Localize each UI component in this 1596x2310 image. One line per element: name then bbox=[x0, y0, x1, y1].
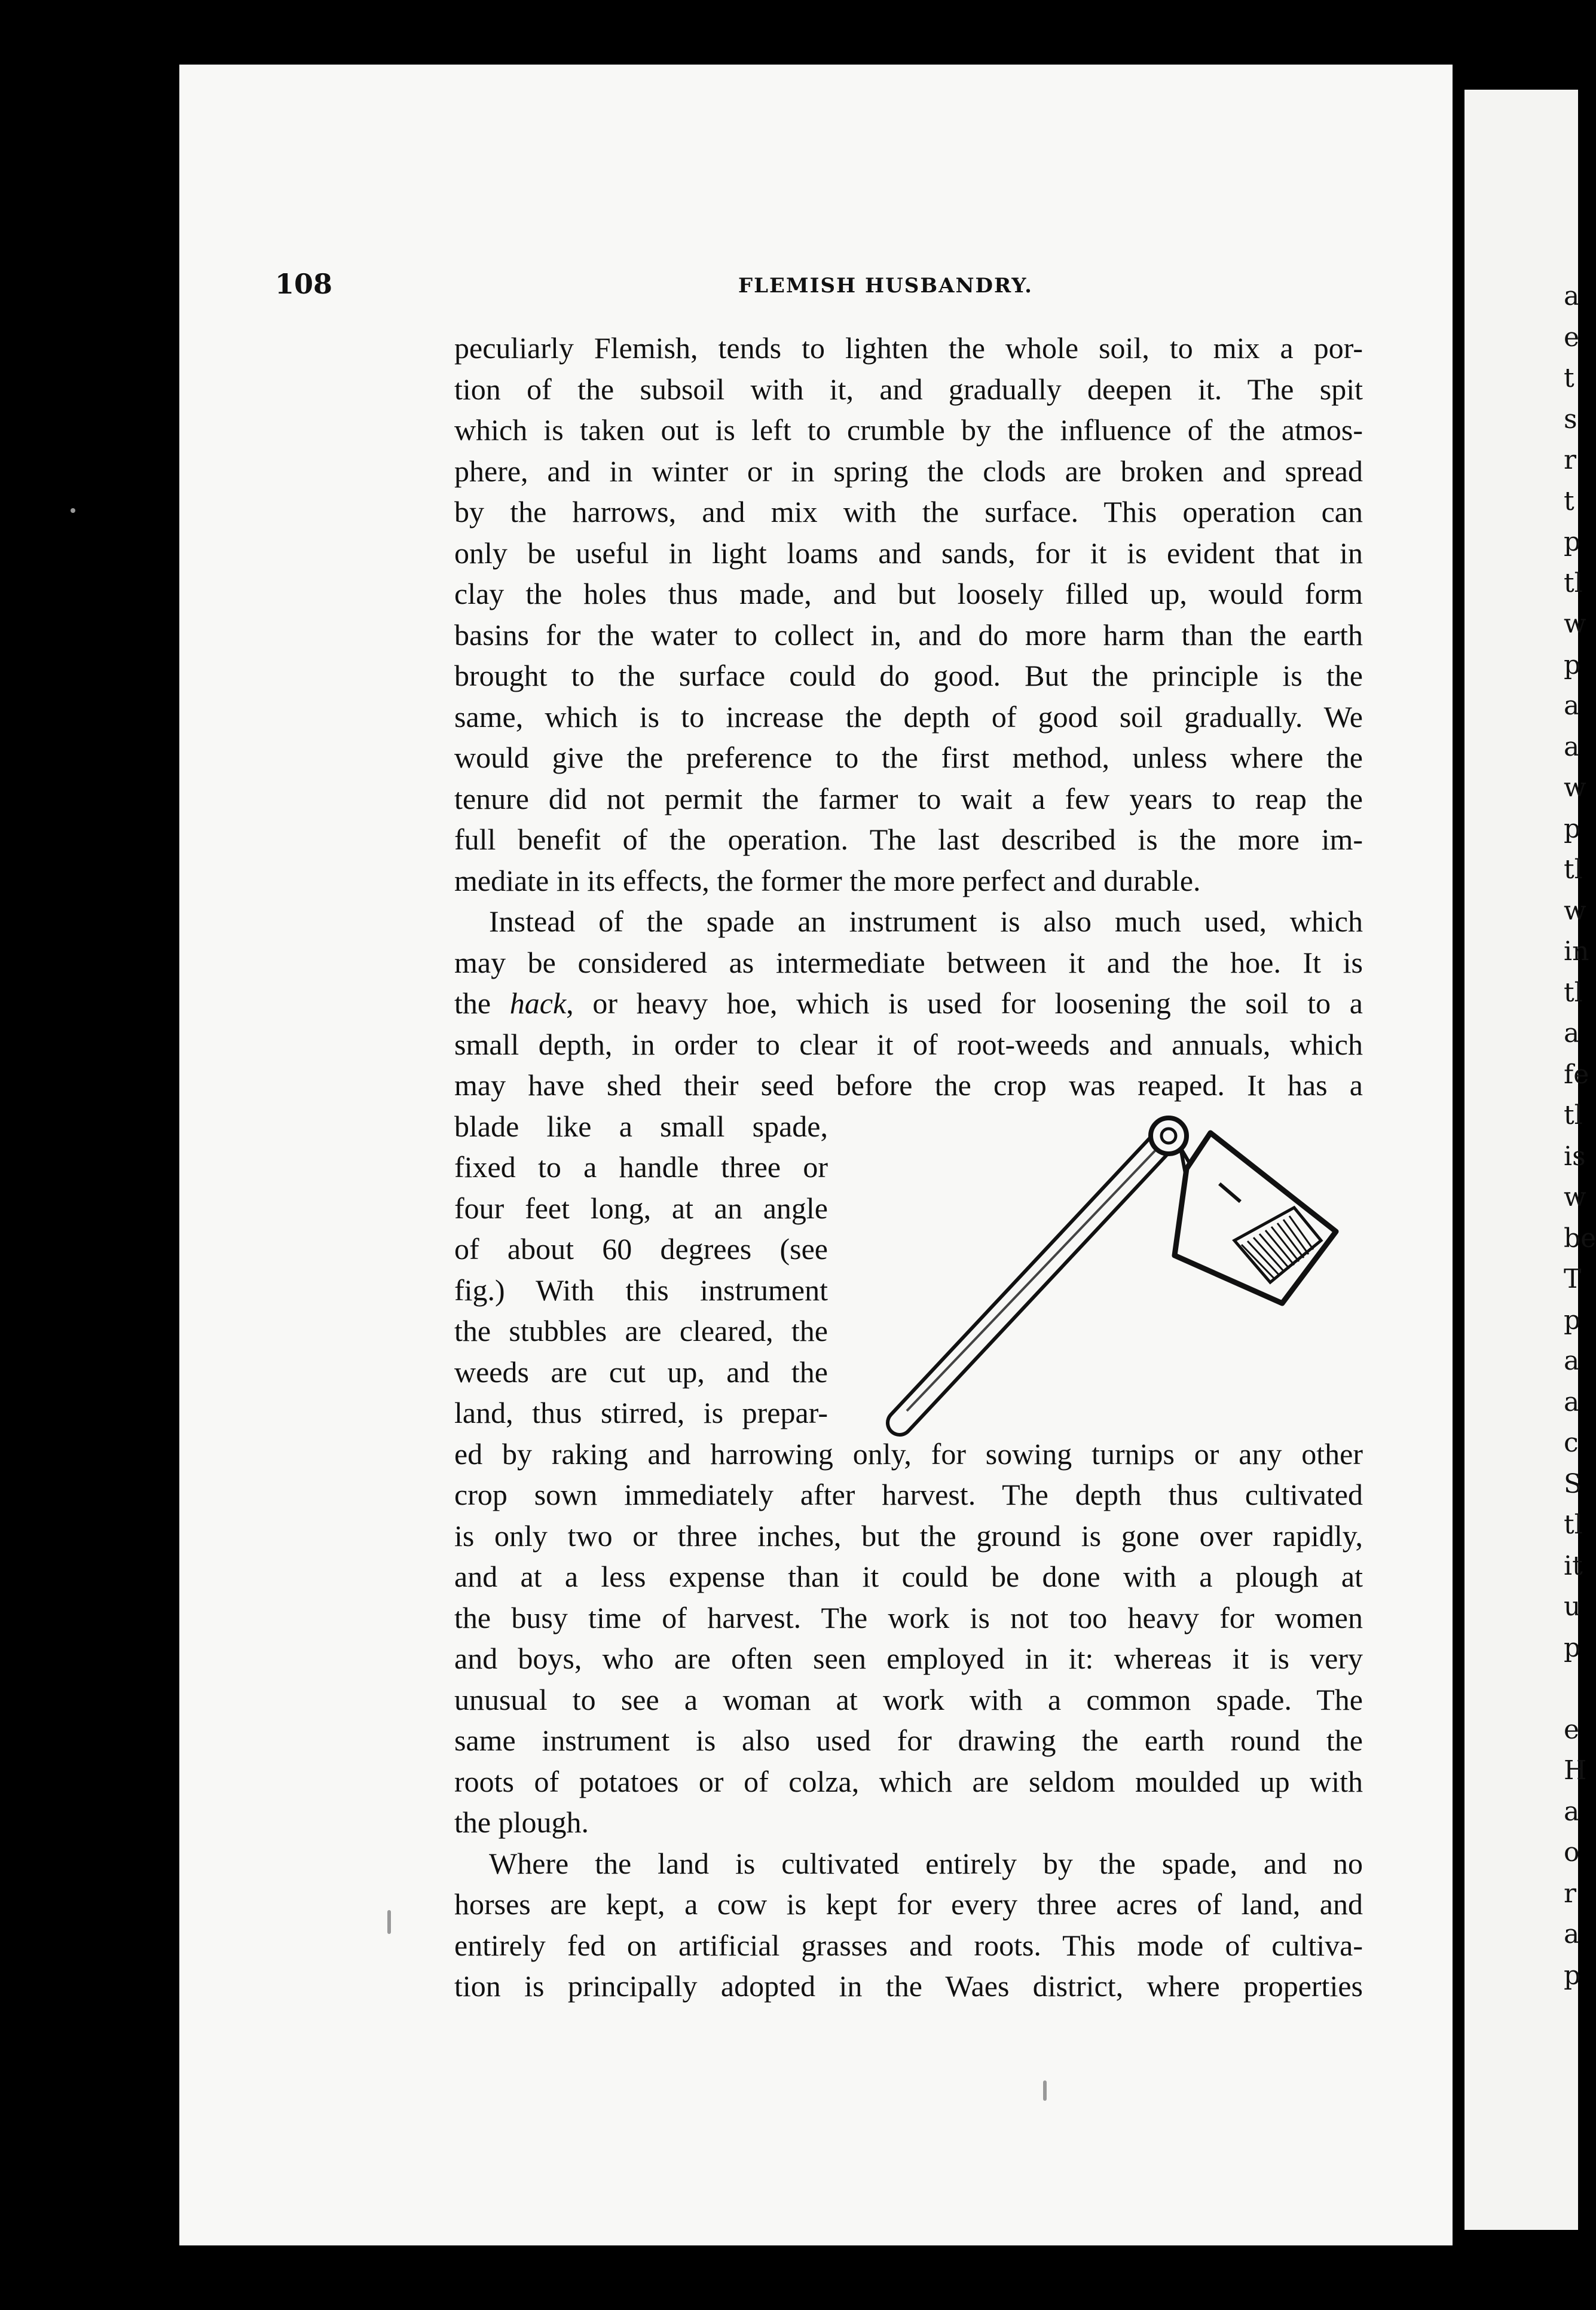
text-line: is only two or three inches, but the ground is gone over rapidly, bbox=[454, 1518, 1363, 1553]
text-line-short: weeds are cut up, and the bbox=[454, 1355, 828, 1389]
text-line: only be useful in light loams and sands, for it is evident that in bbox=[454, 536, 1363, 570]
facing-page-fragment: r bbox=[1564, 445, 1577, 475]
facing-page-fragment: s bbox=[1564, 404, 1577, 435]
text-line-short: four feet long, at an angle bbox=[454, 1191, 828, 1225]
text-line: tenure did not permit the farmer to wait a few years to reap the bbox=[454, 781, 1363, 815]
text-line: which is taken out is left to crumble by the influence of the atmos- bbox=[454, 413, 1363, 447]
text-line-short: of about 60 degrees (see bbox=[454, 1232, 828, 1266]
facing-page-fragment: t bbox=[1564, 485, 1574, 517]
facing-page-fragment: tl bbox=[1564, 854, 1583, 885]
text-line: full benefit of the operation. The last described is the more im- bbox=[454, 823, 1363, 856]
text-line-short: blade like a small spade, bbox=[454, 1109, 828, 1143]
facing-page-fragment: a bbox=[1564, 1386, 1580, 1417]
scan-speck bbox=[387, 1910, 391, 1934]
facing-page-fragment: p bbox=[1564, 527, 1581, 557]
facing-page-fragment: p bbox=[1564, 1632, 1581, 1663]
text-line: the busy time of harvest. The work is not too heavy for women bbox=[454, 1600, 1363, 1634]
facing-page-fragment: is bbox=[1564, 1141, 1586, 1172]
text-line-short: fig.) With this instrument bbox=[454, 1273, 828, 1307]
facing-page-fragment: p bbox=[1564, 1304, 1581, 1336]
facing-page-fragment: tl bbox=[1564, 567, 1583, 598]
text-line: tion is principally adopted in the Waes district, where properties bbox=[454, 1969, 1363, 2003]
text-line: unusual to see a woman at work with a common spade. The bbox=[454, 1682, 1363, 1716]
facing-page-fragment: a bbox=[1564, 1796, 1580, 1827]
text-line: ed by raking and harrowing only, for sowing turnips or any other bbox=[454, 1437, 1363, 1471]
facing-page-fragment: o bbox=[1564, 1837, 1580, 1868]
hack-hoe-illustration bbox=[876, 1112, 1354, 1447]
text-line: the hack, or heavy hoe, which is used for loosening the soil to a bbox=[454, 986, 1363, 1020]
text-line: basins for the water to collect in, and do more harm than the earth bbox=[454, 618, 1363, 652]
text-line-short: fixed to a handle three or bbox=[454, 1150, 828, 1184]
facing-page-fragment: e bbox=[1564, 1714, 1580, 1745]
hoe-blade bbox=[1175, 1133, 1336, 1303]
facing-page-fragment: fe bbox=[1564, 1059, 1589, 1090]
facing-page-fragment: S bbox=[1564, 1468, 1582, 1499]
text-line: would give the preference to the first method, unless where the bbox=[454, 741, 1363, 774]
text-line: peculiarly Flemish, tends to lighten the whole soil, to mix a por- bbox=[454, 331, 1363, 365]
scan-speck bbox=[1043, 2080, 1047, 2101]
facing-page-fragment: e bbox=[1564, 322, 1580, 353]
text-line: tion of the subsoil with it, and gradually deepen it. The spit bbox=[454, 372, 1363, 406]
facing-page-fragment: a bbox=[1564, 690, 1580, 721]
page-number: 108 bbox=[275, 268, 333, 300]
text-line: roots of potatoes or of colza, which are seldom moulded up with bbox=[454, 1764, 1363, 1798]
text-line: clay the holes thus made, and but loosely filled up, would form bbox=[454, 577, 1363, 610]
text-line: crop sown immediately after harvest. The depth thus cultivated bbox=[454, 1478, 1363, 1511]
facing-page-fragment: a bbox=[1564, 731, 1580, 762]
running-title: FLEMISH HUSBANDRY. bbox=[738, 274, 1033, 298]
text-line: brought to the surface could do good. But the principle is the bbox=[454, 659, 1363, 692]
text-line: may be considered as intermediate between it and the hoe. It is bbox=[454, 945, 1363, 979]
paragraph-1 bbox=[454, 328, 1363, 901]
italic-term-hack: hack bbox=[509, 986, 567, 1020]
text-line: the plough. bbox=[454, 1805, 589, 1839]
text-line: entirely fed on artificial grasses and roots. This mode of cultiva- bbox=[454, 1928, 1363, 1962]
facing-page-fragment: w bbox=[1564, 895, 1586, 926]
facing-page-fragment: p bbox=[1564, 649, 1581, 680]
facing-page-fragment: t bbox=[1564, 363, 1574, 393]
text-line: small depth, in order to clear it of root-weeds and annuals, which bbox=[454, 1027, 1363, 1061]
facing-page-fragment: a bbox=[1564, 281, 1580, 311]
text-line: mediate in its effects, the former the more perfect and durable. bbox=[454, 863, 1201, 897]
facing-page-fragment: tl bbox=[1564, 977, 1583, 1008]
text-line-short: the stubbles are cleared, the bbox=[454, 1314, 828, 1348]
facing-page-fragment: it bbox=[1564, 1550, 1583, 1581]
facing-page-edge bbox=[1464, 90, 1596, 2230]
text-line: Where the land is cultivated entirely by the spade, and no bbox=[489, 1846, 1363, 1880]
facing-page-fragment: w bbox=[1564, 772, 1586, 803]
facing-page-fragment: r bbox=[1564, 1878, 1577, 1909]
facing-page-fragment: H bbox=[1564, 1755, 1587, 1786]
facing-page-fragment: tl bbox=[1564, 1510, 1583, 1540]
hoe-handle bbox=[900, 1142, 1163, 1423]
facing-page-fragment: p bbox=[1564, 1960, 1581, 1991]
text-line: by the harrows, and mix with the surface. This operation can bbox=[454, 495, 1363, 528]
facing-page-fragment: c bbox=[1564, 1428, 1579, 1458]
paragraph-3 bbox=[454, 1843, 1363, 2007]
text-line: horses are kept, a cow is kept for every three acres of land, and bbox=[454, 1887, 1363, 1921]
facing-page-fragment: a bbox=[1564, 1919, 1580, 1950]
facing-page-fragment: in bbox=[1564, 936, 1589, 967]
facing-page-fragment: tl bbox=[1564, 1100, 1583, 1130]
facing-page-fragment: be bbox=[1564, 1223, 1596, 1254]
facing-page-fragment: a bbox=[1564, 1018, 1580, 1049]
text-line: may have shed their seed before the crop was reaped. It has a bbox=[454, 1068, 1363, 1102]
text-line: and at a less expense than it could be done with a plough at bbox=[454, 1560, 1363, 1593]
facing-page-fragment: T bbox=[1564, 1264, 1582, 1294]
facing-page-fragment: w bbox=[1564, 609, 1586, 639]
text-line: Instead of the spade an instrument is also much used, which bbox=[489, 905, 1363, 938]
facing-page-fragment: u bbox=[1564, 1591, 1581, 1622]
text-line: and boys, who are often seen employed in it: whereas it is very bbox=[454, 1642, 1363, 1675]
text-line: phere, and in winter or in spring the clods are broken and spread bbox=[454, 454, 1363, 488]
scan-speck bbox=[71, 508, 75, 513]
facing-page-fragment: w bbox=[1564, 1182, 1586, 1212]
text-line-short: land, thus stirred, is prepar- bbox=[454, 1396, 828, 1429]
text-line: same, which is to increase the depth of good soil gradually. We bbox=[454, 699, 1363, 734]
facing-page-fragment: p bbox=[1564, 813, 1581, 844]
text-line: same instrument is also used for drawing the earth round the bbox=[454, 1724, 1363, 1757]
facing-page-fragment: a bbox=[1564, 1346, 1580, 1376]
